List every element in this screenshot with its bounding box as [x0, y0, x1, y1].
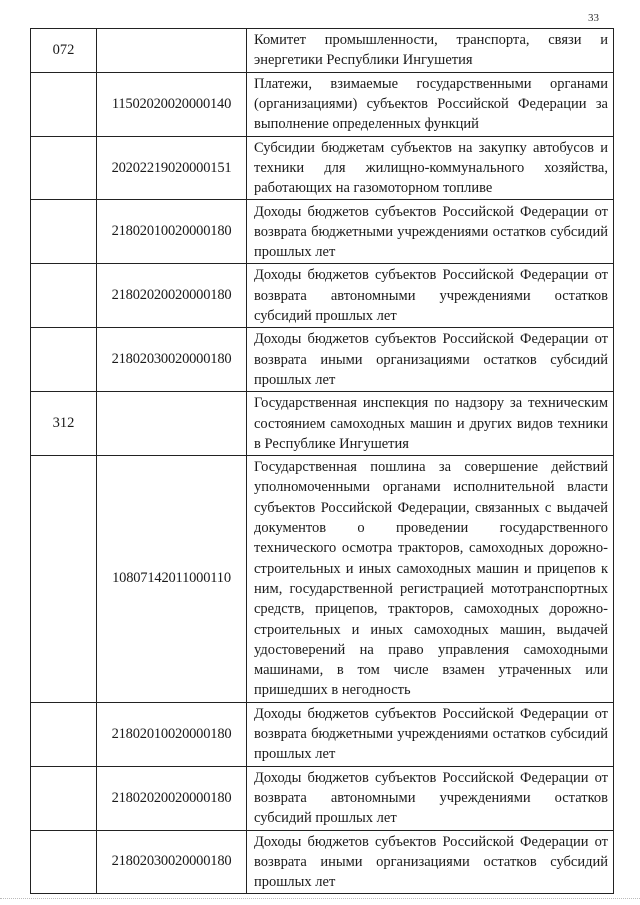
description-cell: Доходы бюджетов субъектов Российской Федерации от возврата автономными учреждениями остатков субсидий прошлых лет — [247, 766, 614, 830]
revenue-code-cell: 21802020020000180 — [97, 264, 247, 328]
description-cell: Платежи, взимаемые государственными органами (организациями) субъектов Российской Федерации за выполнение определенных функций — [247, 72, 614, 136]
description-cell: Государственная пошлина за совершение действий уполномоченными органами исполнительной власти субъектов Российской Федерации, связанных с выдачей документов о проведении государственного технического осмотра тракторов, самоходных дорожно-строительных и иных самоходных машин и прицепов к ним, государственной регистрацией мототранспортных средств, прицепов, тракторов, самоходных дорожно-строительных и иных самоходных машин, выдачей удостоверений на право управления самоходными машинами, в том числе взамен утраченных или пришедших в негодность — [247, 456, 614, 703]
table-row — [31, 264, 614, 328]
admin-code-cell: 072 — [31, 29, 97, 73]
table-row — [31, 136, 614, 200]
table-row — [31, 328, 614, 392]
table-row — [31, 766, 614, 830]
description-cell: Доходы бюджетов субъектов Российской Федерации от возврата иными организациями остатков субсидий прошлых лет — [247, 830, 614, 894]
table-row — [31, 392, 614, 456]
admin-code-cell — [31, 264, 97, 328]
description-cell: Доходы бюджетов субъектов Российской Федерации от возврата иными организациями остатков субсидий прошлых лет — [247, 328, 614, 392]
description-cell: Доходы бюджетов субъектов Российской Федерации от возврата автономными учреждениями остатков субсидий прошлых лет — [247, 264, 614, 328]
table-row — [31, 200, 614, 264]
admin-code-cell — [31, 702, 97, 766]
revenue-code-cell: 20202219020000151 — [97, 136, 247, 200]
revenue-code-cell — [97, 29, 247, 73]
table-row — [31, 702, 614, 766]
admin-code-cell — [31, 766, 97, 830]
description-cell: Доходы бюджетов субъектов Российской Федерации от возврата бюджетными учреждениями остатков субсидий прошлых лет — [247, 702, 614, 766]
admin-code-cell — [31, 830, 97, 894]
admin-code-cell — [31, 200, 97, 264]
revenue-code-cell: 21802030020000180 — [97, 830, 247, 894]
budget-classification-table — [30, 28, 614, 894]
revenue-code-cell: 21802030020000180 — [97, 328, 247, 392]
admin-code-cell — [31, 72, 97, 136]
description-cell: Комитет промышленности, транспорта, связи и энергетики Республики Ингушетия — [247, 29, 614, 73]
admin-code-cell — [31, 456, 97, 703]
revenue-code-cell — [97, 392, 247, 456]
revenue-code-cell: 10807142011000110 — [97, 456, 247, 703]
admin-code-cell — [31, 328, 97, 392]
scan-edge-line — [0, 898, 640, 899]
admin-code-cell: 312 — [31, 392, 97, 456]
table-row — [31, 830, 614, 894]
table-row — [31, 456, 614, 703]
table-row — [31, 72, 614, 136]
description-cell: Субсидии бюджетам субъектов на закупку автобусов и техники для жилищно-коммунального хозяйства, работающих на газомоторном топливе — [247, 136, 614, 200]
table-row — [31, 29, 614, 73]
revenue-code-cell: 21802010020000180 — [97, 200, 247, 264]
page-number: 33 — [588, 12, 599, 24]
description-cell: Государственная инспекция по надзору за техническим состоянием самоходных машин и других видов техники в Республике Ингушетия — [247, 392, 614, 456]
description-cell: Доходы бюджетов субъектов Российской Федерации от возврата бюджетными учреждениями остатков субсидий прошлых лет — [247, 200, 614, 264]
revenue-code-cell: 21802020020000180 — [97, 766, 247, 830]
admin-code-cell — [31, 136, 97, 200]
revenue-code-cell: 11502020020000140 — [97, 72, 247, 136]
revenue-code-cell: 21802010020000180 — [97, 702, 247, 766]
